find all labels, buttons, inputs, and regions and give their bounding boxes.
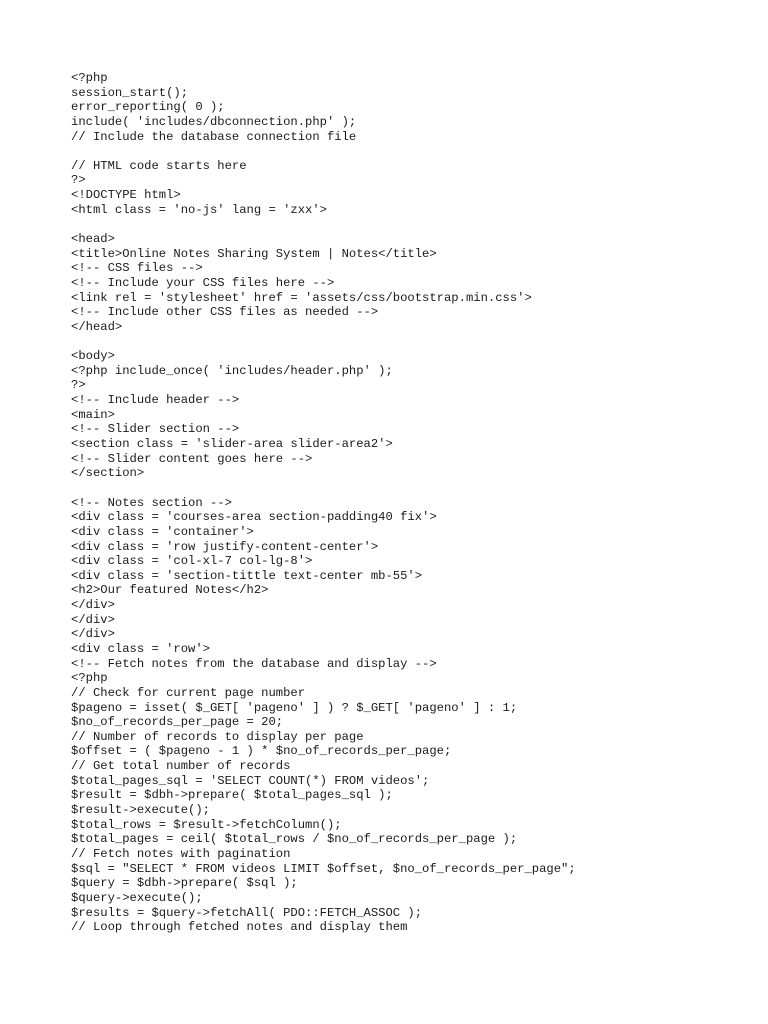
code-line: $query->execute();	[71, 890, 203, 905]
code-line: $offset = ( $pageno - 1 ) * $no_of_records_per_page;	[71, 744, 452, 759]
code-line: $result = $dbh->prepare( $total_pages_sql );	[71, 788, 393, 803]
code-line	[71, 481, 751, 496]
code-line: // Include the database connection file	[71, 129, 357, 144]
code-line: <!-- CSS files -->	[71, 261, 203, 276]
code-line: ?>	[71, 378, 86, 393]
code-line: ?>	[71, 173, 86, 188]
code-line: </div>	[71, 612, 115, 627]
code-line: <div class = 'row justify-content-center'>	[71, 539, 379, 554]
code-line: // Check for current page number	[71, 685, 306, 700]
code-line: // Fetch notes with pagination	[71, 846, 291, 861]
code-line: <section class = 'slider-area slider-area2'>	[71, 437, 393, 452]
code-line: <div class = 'section-tittle text-center mb-55'>	[71, 568, 423, 583]
code-line: <!-- Fetch notes from the database and display -->	[71, 656, 437, 671]
code-line: <!-- Notes section -->	[71, 495, 232, 510]
code-line: $result->execute();	[71, 803, 210, 818]
code-line: </div>	[71, 598, 115, 613]
code-line: </div>	[71, 627, 115, 642]
code-line: $pageno = isset( $_GET[ 'pageno' ] ) ? $_GET[ 'pageno' ] : 1;	[71, 700, 518, 715]
code-line: // Loop through fetched notes and display them	[71, 920, 408, 935]
code-line: </head>	[71, 319, 123, 334]
code-line: $query = $dbh->prepare( $sql );	[71, 876, 298, 891]
code-line: <!-- Include your CSS files here -->	[71, 275, 335, 290]
code-line: $total_pages = ceil( $total_rows / $no_of_records_per_page );	[71, 832, 518, 847]
code-line: <title>Online Notes Sharing System | Notes</title>	[71, 246, 437, 261]
code-line: <html class = 'no-js' lang = 'zxx'>	[71, 202, 327, 217]
code-line	[71, 335, 751, 350]
code-line: $no_of_records_per_page = 20;	[71, 715, 284, 730]
code-line	[71, 217, 751, 232]
code-line: <body>	[71, 349, 115, 364]
code-line: error_reporting( 0 );	[71, 100, 225, 115]
code-line: $results = $query->fetchAll( PDO::FETCH_ASSOC );	[71, 905, 423, 920]
code-line: <div class = 'courses-area section-padding40 fix'>	[71, 510, 437, 525]
code-line: $total_rows = $result->fetchColumn();	[71, 817, 342, 832]
code-line: // Number of records to display per page	[71, 729, 364, 744]
code-line: $total_pages_sql = 'SELECT COUNT(*) FROM videos';	[71, 773, 430, 788]
code-line: <?php include_once( 'includes/header.php' );	[71, 363, 393, 378]
code-line: <div class = 'row'>	[71, 641, 210, 656]
code-line: <!-- Slider content goes here -->	[71, 451, 313, 466]
code-line: <main>	[71, 407, 115, 422]
code-line: $sql = "SELECT * FROM videos LIMIT $offset, $no_of_records_per_page";	[71, 861, 576, 876]
code-line: <h2>Our featured Notes</h2>	[71, 583, 269, 598]
code-line	[71, 144, 751, 159]
code-line: <!DOCTYPE html>	[71, 188, 181, 203]
code-line: <link rel = 'stylesheet' href = 'assets/css/bootstrap.min.css'>	[71, 290, 532, 305]
code-line: session_start();	[71, 85, 189, 100]
code-line: <?php	[71, 71, 108, 85]
code-line: // HTML code starts here	[71, 158, 247, 173]
code-line: include( 'includes/dbconnection.php' );	[71, 114, 357, 129]
code-line: <div class = 'container'>	[71, 524, 254, 539]
code-line: <!-- Include other CSS files as needed -->	[71, 305, 379, 320]
code-line: <div class = 'col-xl-7 col-lg-8'>	[71, 554, 313, 569]
code-listing	[71, 71, 751, 935]
code-line: <head>	[71, 232, 115, 247]
code-line: </section>	[71, 466, 145, 481]
code-line: <!-- Slider section -->	[71, 422, 240, 437]
code-line: <!-- Include header -->	[71, 393, 240, 408]
code-line: <?php	[71, 671, 108, 686]
code-line: // Get total number of records	[71, 759, 291, 774]
